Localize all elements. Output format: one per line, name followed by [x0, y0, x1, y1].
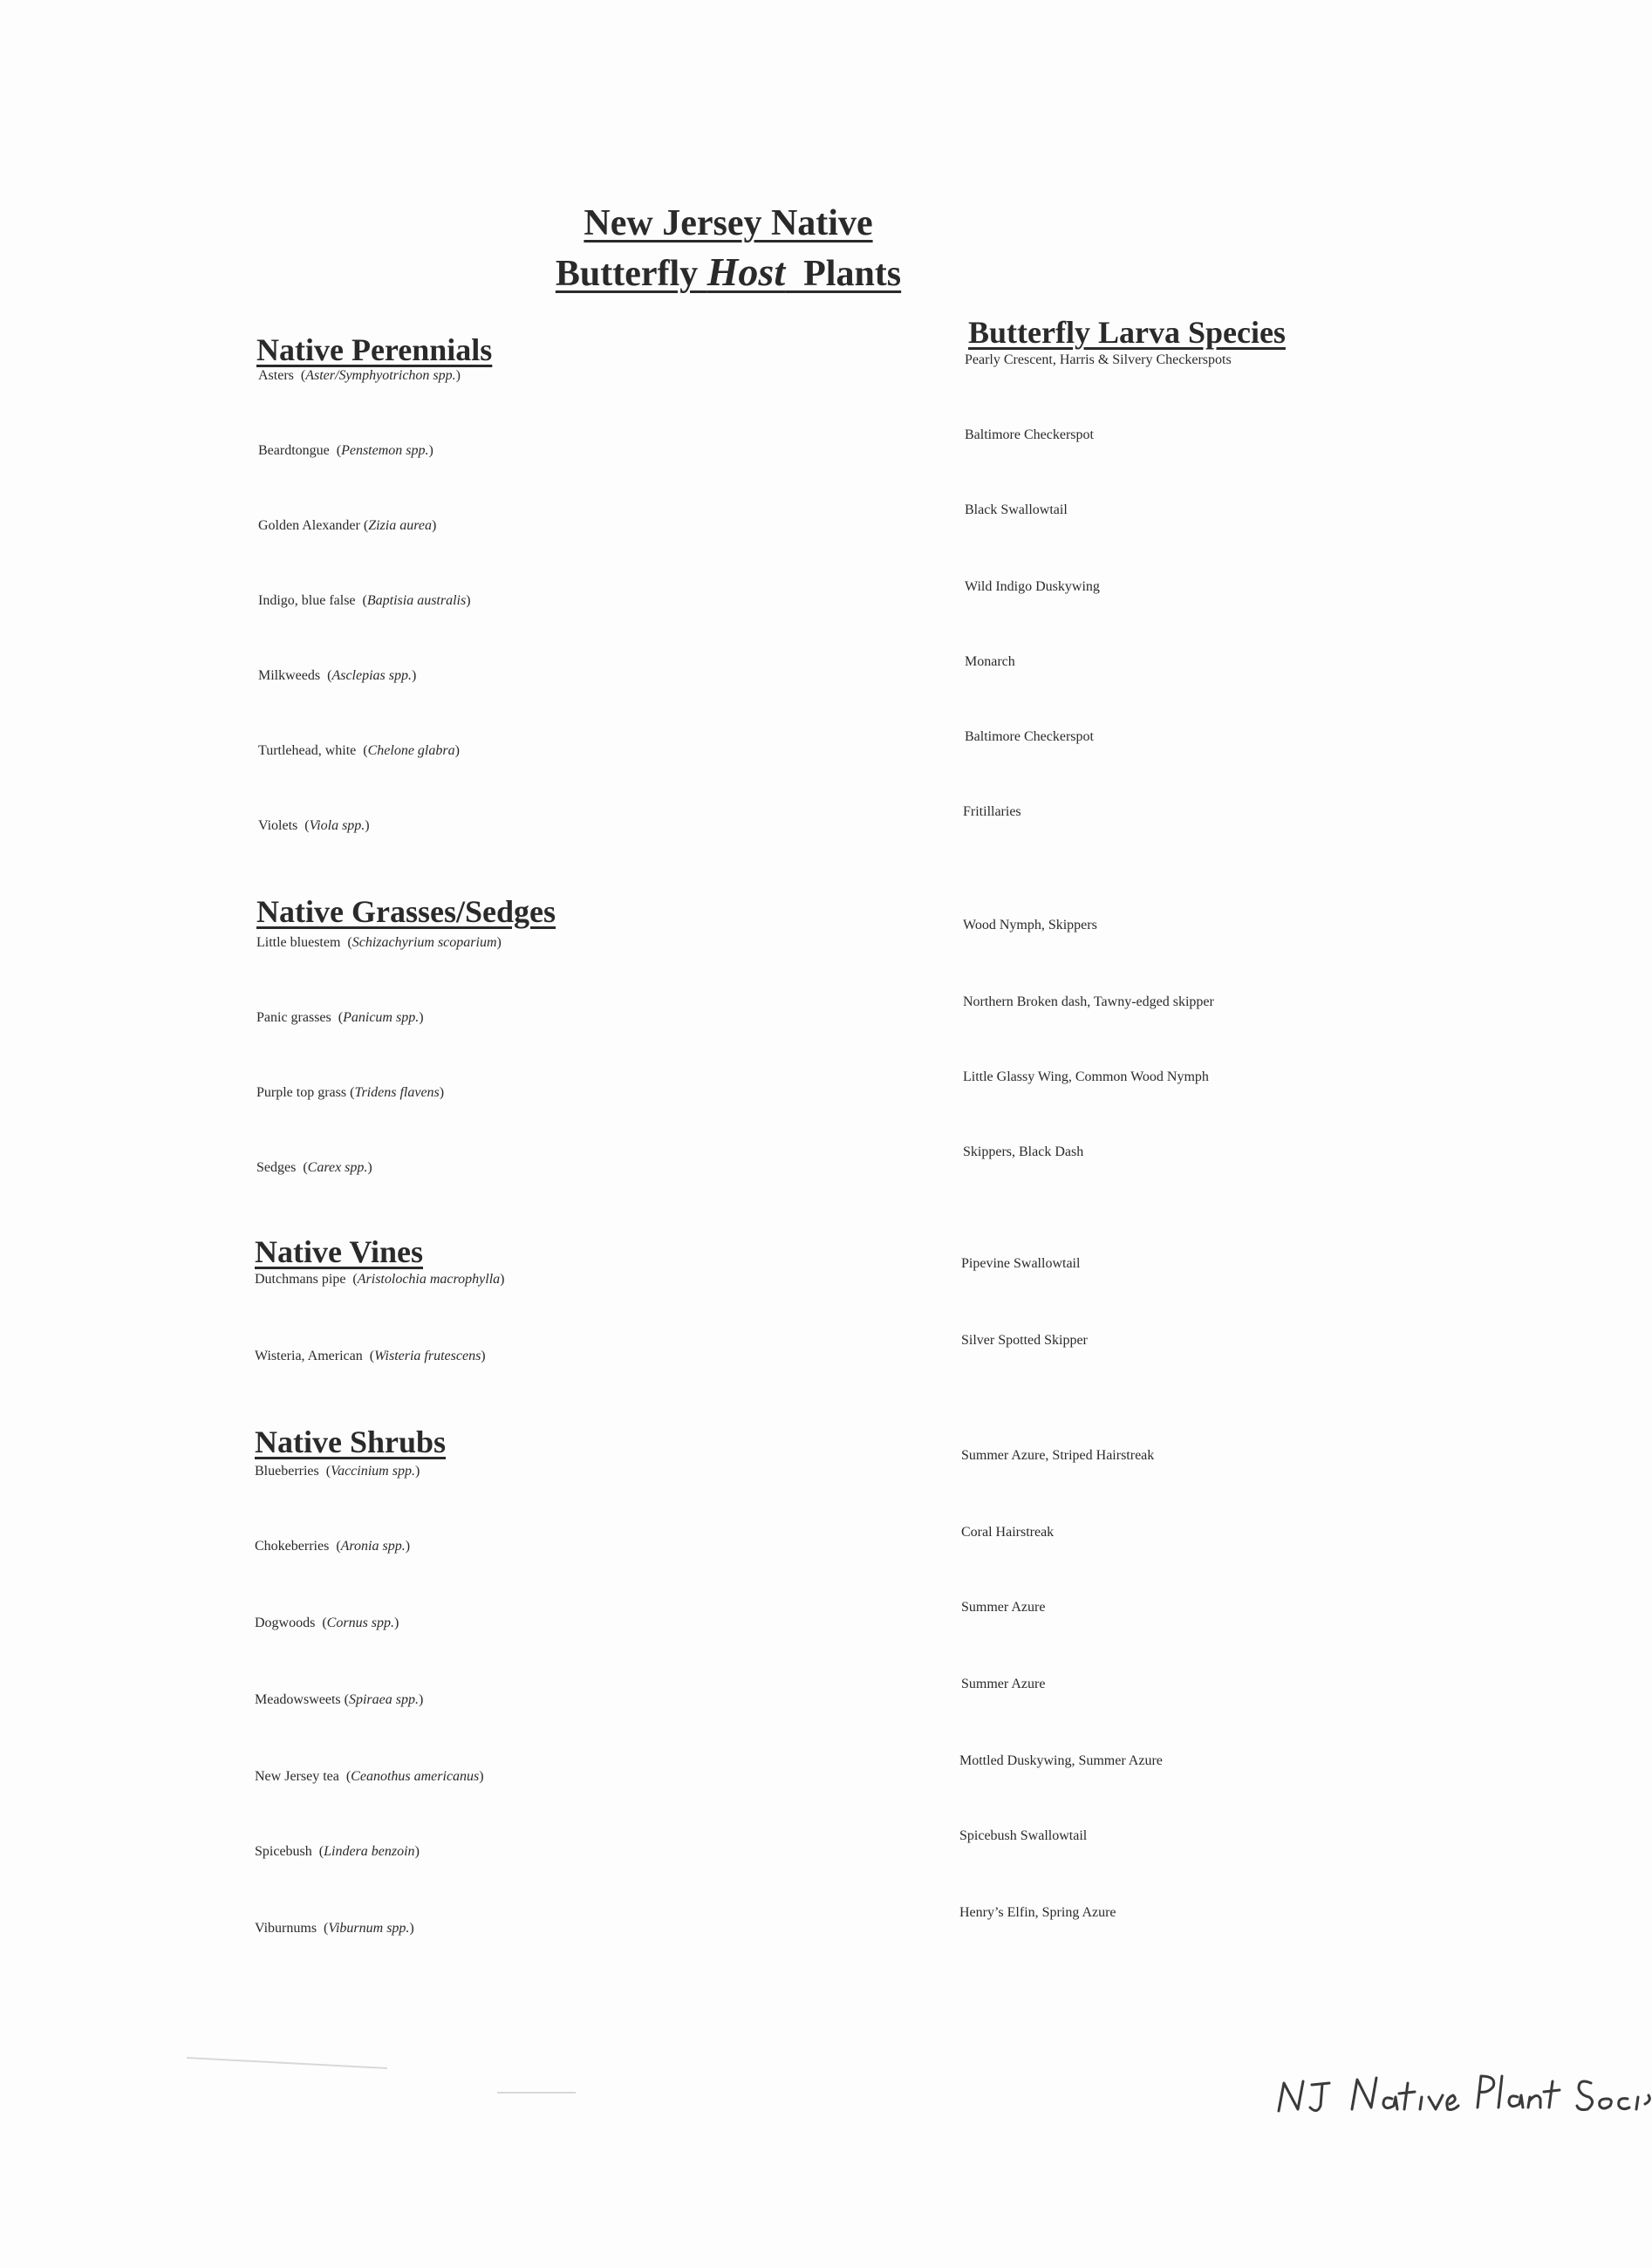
larva-entry: Summer Azure — [961, 1677, 1046, 1691]
title-line-2-pre: Butterfly — [555, 254, 707, 294]
larva-entry: Little Glassy Wing, Common Wood Nymph — [963, 1069, 1209, 1084]
scientific-name: Viola spp. — [309, 818, 365, 833]
larva-entry: Spicebush Swallowtail — [959, 1828, 1088, 1843]
plant-entry: Milkweeds (Asclepias spp.) — [258, 668, 417, 683]
larva-entry: Fritillaries — [963, 804, 1021, 819]
scientific-name: Vaccinium spp. — [331, 1464, 415, 1479]
plant-entry: Blueberries (Vaccinium spp.) — [255, 1464, 420, 1479]
plant-entry: Sedges (Carex spp.) — [256, 1160, 372, 1175]
larva-entry: Pearly Crescent, Harris & Silvery Checkerspots — [965, 352, 1232, 367]
plant-entry: Indigo, blue false (Baptisia australis) — [258, 593, 471, 608]
scientific-name: Aristolochia macrophylla — [357, 1272, 501, 1287]
larva-entry: Silver Spotted Skipper — [961, 1333, 1088, 1348]
page-title — [0, 199, 1457, 298]
plant-entry: Little bluestem (Schizachyrium scoparium) — [256, 935, 502, 950]
plant-entry: Dogwoods (Cornus spp.) — [255, 1616, 399, 1630]
larva-entry: Summer Azure, Striped Hairstreak — [961, 1448, 1155, 1463]
larva-entry: Summer Azure — [961, 1600, 1046, 1615]
scientific-name: Penstemon spp. — [341, 443, 429, 458]
scan-mark — [497, 2092, 576, 2094]
scientific-name: Cornus spp. — [326, 1616, 395, 1630]
scan-mark — [187, 2057, 387, 2069]
scientific-name: Viburnum spp. — [328, 1921, 410, 1936]
section-heading-shrubs: Native Shrubs — [255, 1424, 447, 1459]
plant-entry: Wisteria, American (Wisteria frutescens) — [255, 1349, 486, 1363]
scientific-name: Wisteria frutescens — [374, 1349, 481, 1363]
plant-entry: Meadowsweets (Spiraea spp.) — [255, 1692, 424, 1707]
larva-entry: Wood Nymph, Skippers — [963, 918, 1097, 932]
plant-entry: Chokeberries (Aronia spp.) — [255, 1539, 411, 1554]
scientific-name: Panicum spp. — [343, 1010, 420, 1025]
scientific-name: Tridens flavens — [354, 1085, 440, 1100]
plant-entry: Turtlehead, white (Chelone glabra) — [258, 743, 460, 758]
section-heading-grasses: Native Grasses/Sedges — [256, 894, 556, 929]
larva-entry: Baltimore Checkerspot — [965, 729, 1094, 744]
larva-entry: Skippers, Black Dash — [963, 1144, 1084, 1159]
scientific-name: Aster/Symphyotrichon spp. — [305, 368, 456, 383]
larva-entry: Mottled Duskywing, Summer Azure — [959, 1753, 1163, 1768]
scientific-name: Asclepias spp. — [331, 668, 412, 683]
plant-entry: Panic grasses (Panicum spp.) — [256, 1010, 424, 1025]
plant-entry: Beardtongue (Penstemon spp.) — [258, 443, 433, 458]
larva-entry: Henry’s Elfin, Spring Azure — [959, 1905, 1116, 1920]
scientific-name: Zizia aurea — [368, 518, 432, 533]
scientific-name: Spiraea spp. — [348, 1692, 419, 1707]
title-line-1: New Jersey Native — [584, 203, 873, 243]
larva-entry: Wild Indigo Duskywing — [965, 579, 1100, 594]
title-line-2-emphasis: Host — [707, 249, 786, 294]
signature-drawing — [1272, 2057, 1652, 2153]
larva-species-heading: Butterfly Larva Species — [968, 315, 1286, 350]
plant-entry: New Jersey tea (Ceanothus americanus) — [255, 1769, 484, 1784]
scientific-name: Lindera benzoin — [324, 1844, 415, 1859]
section-heading-perennials: Native Perennials — [256, 332, 493, 367]
plant-entry: Viburnums (Viburnum spp.) — [255, 1921, 414, 1936]
scientific-name: Ceanothus americanus — [351, 1769, 480, 1784]
plant-entry: Violets (Viola spp.) — [258, 818, 370, 833]
handwritten-signature — [1272, 2057, 1652, 2153]
section-heading-vines: Native Vines — [255, 1234, 423, 1269]
larva-entry: Baltimore Checkerspot — [965, 427, 1094, 442]
title-line-2-post: Plants — [785, 254, 902, 294]
plant-entry: Golden Alexander (Zizia aurea) — [258, 518, 437, 533]
scientific-name: Carex spp. — [307, 1160, 368, 1175]
plant-entry: Asters (Aster/Symphyotrichon spp.) — [258, 368, 461, 383]
scientific-name: Baptisia australis — [366, 593, 467, 608]
larva-entry: Pipevine Swallowtail — [961, 1256, 1081, 1271]
plant-entry: Dutchmans pipe (Aristolochia macrophylla) — [255, 1272, 505, 1287]
larva-entry: Black Swallowtail — [965, 502, 1068, 517]
scientific-name: Chelone glabra — [367, 743, 455, 758]
scientific-name: Aronia spp. — [340, 1539, 406, 1554]
larva-entry: Northern Broken dash, Tawny-edged skipper — [963, 994, 1214, 1009]
plant-entry: Spicebush (Lindera benzoin) — [255, 1844, 420, 1859]
larva-entry: Coral Hairstreak — [961, 1525, 1055, 1540]
larva-entry: Monarch — [965, 654, 1015, 669]
scientific-name: Schizachyrium scoparium — [352, 935, 497, 950]
plant-entry: Purple top grass (Tridens flavens) — [256, 1085, 445, 1100]
